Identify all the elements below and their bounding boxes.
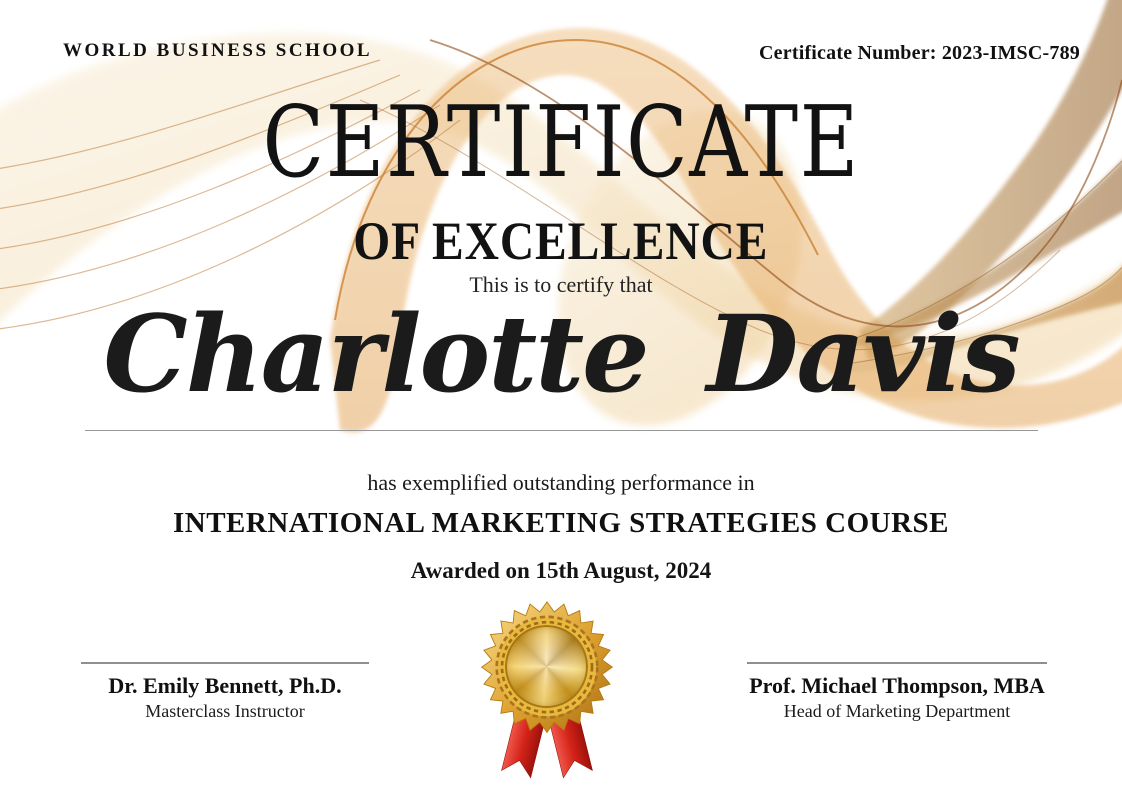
recipient-underline xyxy=(85,430,1038,431)
course-name: INTERNATIONAL MARKETING STRATEGIES COURSE xyxy=(172,507,949,539)
certificate-subtitle xyxy=(0,211,1122,271)
certificate-title-text: CERTIFICATE xyxy=(262,86,860,200)
award-date-line: Awarded on 15th August, 2024 xyxy=(410,558,712,583)
medal-center-disc xyxy=(505,625,588,708)
gold-medal-icon xyxy=(472,592,622,784)
school-name: WORLD BUSINESS SCHOOL xyxy=(63,40,373,61)
statement-line: has exemplified outstanding performance in xyxy=(367,470,755,495)
certificate-title xyxy=(0,86,1122,200)
signatory-right-title: Head of Marketing Department xyxy=(783,701,1011,721)
signatory-left-title: Masterclass Instructor xyxy=(145,701,305,721)
signatory-left xyxy=(81,662,369,722)
signatory-left-name: Dr. Emily Bennett, Ph.D. xyxy=(108,673,342,698)
certificate-subtitle-text: OF EXCELLENCE xyxy=(353,211,769,271)
certify-line: This is to certify that xyxy=(469,272,653,297)
certificate-number: Certificate Number: 2023-IMSC-789 xyxy=(759,42,1080,64)
recipient-name: Charlotte Davis xyxy=(103,291,1019,416)
signatory-right-name: Prof. Michael Thompson, MBA xyxy=(749,673,1045,698)
signatory-right xyxy=(747,662,1047,722)
